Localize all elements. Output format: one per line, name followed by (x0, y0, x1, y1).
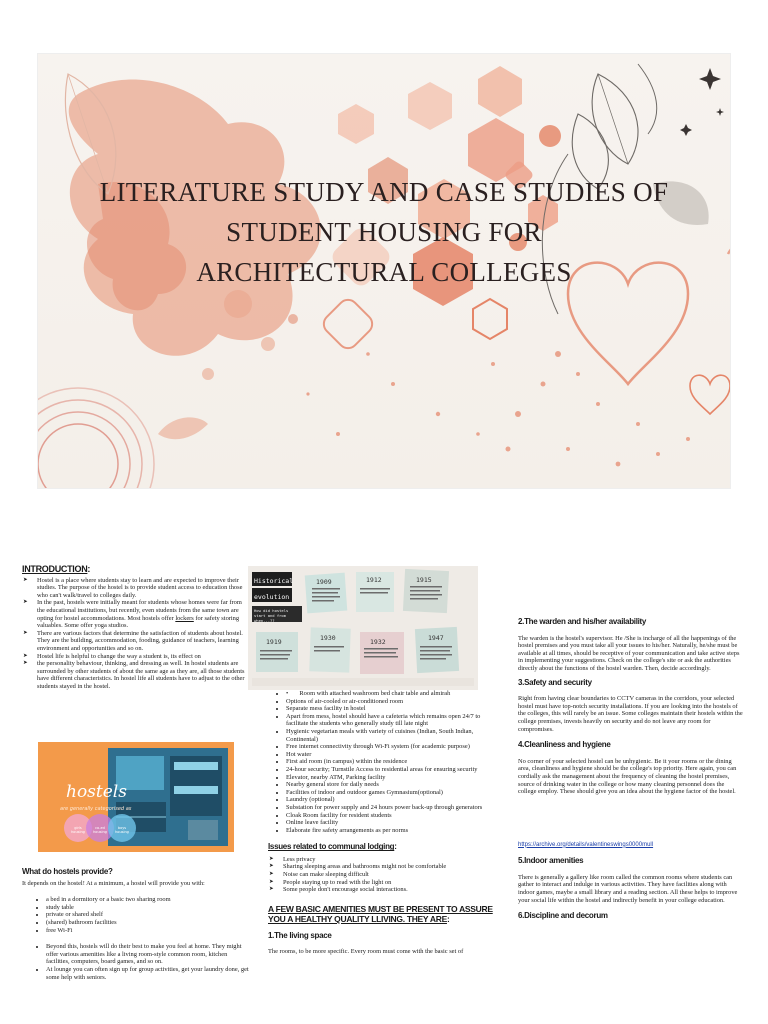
list-item: • private or shared shelf (46, 911, 252, 919)
hostels-infographic (38, 742, 234, 852)
list-item: • Apart from mess, hostel should have a cafeteria which remains open 24/7 to facilitate the students who generally study till late night (286, 713, 494, 728)
provide-list (22, 896, 252, 934)
list-item: • Facilities of indoor and outdoor games Gymnasium(optional) (286, 789, 494, 797)
list-item: ➤ the personality behaviour, thinking, and dressing as well. In hostel students are surrounded by other students of about the same age as they are, all those students have different characteristics. In hostel life all students have to adjust to the other students stayed in the hostel. (37, 660, 248, 690)
list-item: • Elevator, nearby ATM, Parking facility (286, 774, 494, 782)
intro-heading: INTRODUCTION: (22, 564, 91, 574)
circle-label-boys: boys housing (115, 826, 129, 834)
year-1932: 1932 (370, 638, 386, 646)
issues-heading: Issues related to communal lodging: (268, 842, 397, 852)
list-item: • 24-hour security; Turnstile Access to residential areas for ensuring security (286, 766, 494, 774)
list-item: • Beyond this, hostels will do their best to make you feel at home. They might offer various amenities like a living room-style common room, kitchen facilities, computers, board games, and so on. (46, 943, 252, 966)
safety-heading: 3.Safety and security (518, 677, 592, 687)
column-left (22, 566, 248, 691)
list-item: • Online leave facility (286, 819, 494, 827)
hostels-tagline: are generally categorised as (60, 806, 132, 812)
cover-slide (38, 54, 730, 488)
discipline-heading: 6.Discipline and decorum (518, 911, 608, 921)
warden-text: The warden is the hostel's supervisor. He /She is incharge of all the happenings of the hostel premises and you must take all your issues to his/her. Naturally, he/she must be available at all times, should be receptive of your communication and take active steps in implementing your suggestions. Check on the college's site or ask the authorities directly about the functions of the hostel warden. Then, decide accordingly. (518, 634, 740, 672)
list-item: • (shared) bathroom facilities (46, 919, 252, 927)
list-item: • Elaborate fire safety arrangements as per norms (286, 827, 494, 835)
list-item: ➤ Hostel is a place where students stay to learn and are expected to improve their studies. The purpose of the hostel is to provide student access to education those who can't walk/travel to colleges daily. (37, 577, 248, 600)
provide-section (22, 868, 252, 981)
list-item: ➤ In the past, hostels were initially meant for students whose homes were far from the educational institutions, but recently, even students from the same town are opting for hostel accommodations. Most hostels offer lockers for safety storing valuables. Some offer yoga studios. (37, 599, 248, 629)
cover-title-line-2: STUDENT HOUSING FOR (226, 217, 542, 247)
list-item: • Cloak Room facility for resident students (286, 812, 494, 820)
list-item: • a bed in a dormitory or a basic two sharing room (46, 896, 252, 904)
timeline-question: How did hostels start and from when...?? (254, 608, 289, 623)
list-item: • Hygienic vegetarian meals with variety of cuisines (Indian, South Indian, Continental) (286, 728, 494, 743)
facilities-list (268, 690, 494, 834)
safety-text: Right from having clear boundaries to CCTV cameras in the corridors, your selected hostel must have top-notch security installations. If you are looking into the hostels of the colleges, this will rarely be an issue. Some colleges maintain their hostels within the college premises, invests heavily on security and do not leave any room for compromises. (518, 695, 743, 733)
timeline-title (254, 573, 293, 605)
list-item: • Laundry (optional) (286, 796, 494, 804)
list-item: ➤ There are various factors that determine the satisfaction of students about hostel. They are the building, accommodation, fooding, guidance of teachers, learning environment and opportunities and so on. (37, 630, 248, 653)
list-item: ➤ People staying up to read with the light on (283, 879, 494, 887)
year-1909: 1909 (316, 578, 332, 586)
cover-title (38, 172, 730, 292)
list-item: ➤ Less privacy (283, 856, 494, 864)
list-item: ➤ Noise can make sleeping difficult (283, 871, 494, 879)
issues-list (268, 856, 494, 894)
timeline-title-line-2: evolution (254, 593, 290, 601)
timeline-title-line-1: Historical (254, 577, 294, 585)
circle-label-girls: girls housing (71, 826, 85, 834)
cleanliness-heading: 4.Cleanliness and hygiene (518, 740, 611, 750)
provide-intro: It depends on the hostel! At a minimum, a hostel will provide you with: (22, 879, 205, 887)
year-1915: 1915 (416, 576, 432, 584)
list-item: • Hot water (286, 751, 494, 759)
year-1919: 1919 (266, 638, 282, 646)
archive-link[interactable]: https://archive.org/details/valentineswings0000mull (518, 841, 654, 848)
list-item: • First aid room (in campus) within the residence (286, 758, 494, 766)
year-1930: 1930 (320, 634, 336, 642)
list-item: • free Wi-Fi (46, 927, 252, 935)
living-space-heading: 1.The living space (268, 930, 332, 940)
list-item: ➤ Hostel life is helpful to change the way a student is, its effect on (37, 653, 248, 661)
amenities-heading: A FEW BASIC AMENITIES MUST BE PRESENT TO ASSURE YOU A HEALTHY QUALITY LLIVING. THEY ARE: (268, 903, 493, 924)
list-item: • Substation for power supply and 24 hours power back-up through generators (286, 804, 494, 812)
circle-label-coed: co-ed housing (93, 826, 107, 834)
list-item: • Free internet connectivity through Wi-Fi system (for academic purpose) (286, 743, 494, 751)
list-item: • • Room with attached washroom bed chair table and almirah (286, 690, 494, 698)
column-middle (268, 690, 494, 960)
list-item: • study table (46, 904, 252, 912)
warden-heading: 2.The warden and his/her availability (518, 617, 647, 626)
cover-title-line-3: ARCHITECTURAL COLLEGES (196, 257, 572, 287)
list-item: • Separate mess facility in hostel (286, 705, 494, 713)
cover-title-line-1: LITERATURE STUDY AND CASE STUDIES OF (99, 177, 669, 207)
list-item: • Nearby general store for daily needs (286, 781, 494, 789)
living-space-text: The rooms, to be more specific. Every room must come with the basic set of (268, 948, 464, 956)
historical-evolution-timeline (248, 566, 478, 690)
provide-more-list (22, 943, 252, 981)
indoor-text: There is generally a gallery like room called the common rooms where students can gather to interact and indulge in various activities. They have facilities along with indoor games, maybe a small library and a reading section. All these helps to improve your social life within the hostel and indirectly benefit in your college education. (518, 873, 738, 904)
list-item: ➤ Some people don't encourage social interactions. (283, 886, 494, 894)
cleanliness-text: No corner of your selected hostel can be unhygienic. Be it your rooms or the dining area, cleanliness and hygiene should be the college's top priority. Here again, you can cordially ask the management about the frequency of cleaning the hostel premises, source of drinking water in the college or how many cleaning personnel does the college employ. These should give you an idea about the hygiene factor of the hostel. (518, 757, 737, 796)
year-1912: 1912 (366, 576, 382, 584)
column-right (518, 618, 744, 924)
list-item: • At lounge you can often sign up for group activities, get your laundry done, get some help with seniors. (46, 966, 252, 981)
indoor-heading: 5.Indoor amenities (518, 856, 584, 866)
provide-heading: What do hostels provide? (22, 867, 113, 876)
intro-list (22, 577, 248, 691)
hostels-word: hostels (66, 782, 127, 802)
year-1947: 1947 (428, 634, 444, 642)
list-item: • Options of air-cooled or air-conditioned room (286, 698, 494, 706)
list-item: ➤ Sharing sleeping areas and bathrooms might not be comfortable (283, 863, 494, 871)
